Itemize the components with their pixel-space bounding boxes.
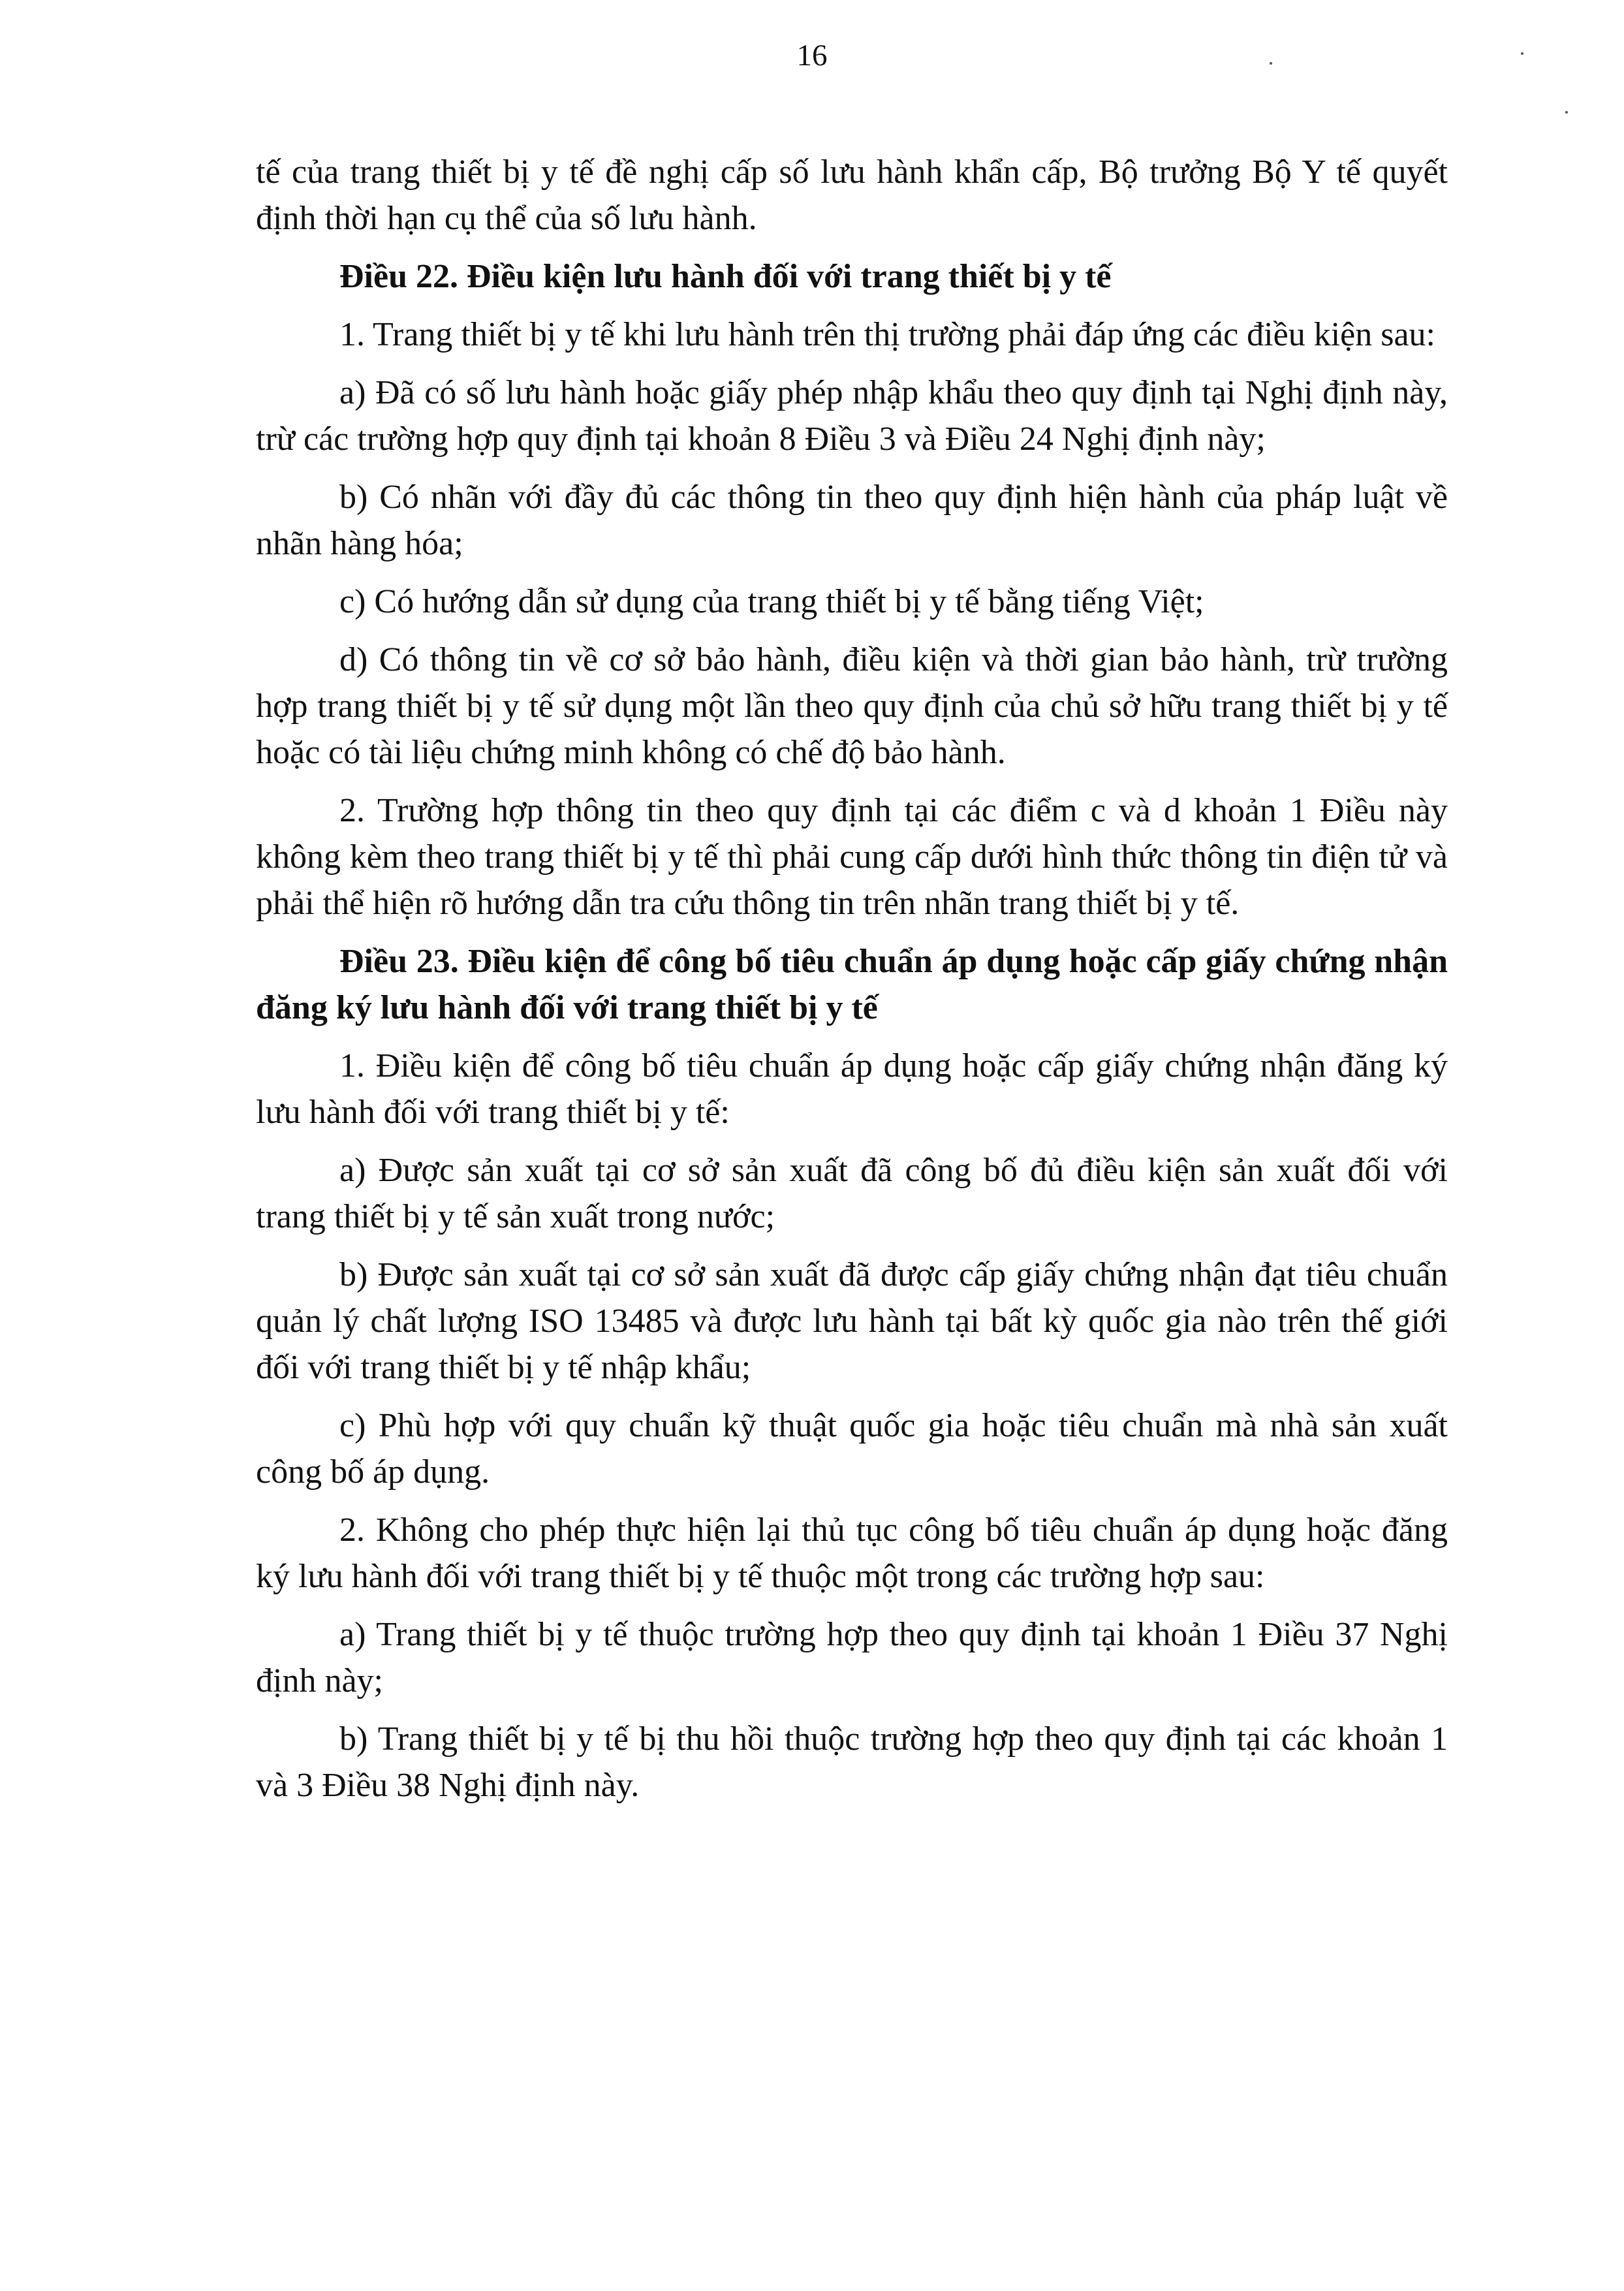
article-23-heading: Điều 23. Điều kiện để công bố tiêu chuẩn áp dụng hoặc cấp giấy chứng nhận đăng ký lưu hành đối với trang thiết bị y tế — [256, 943, 1448, 1026]
scan-speck — [1521, 52, 1523, 55]
article-23-clause-2-point-b: b) Trang thiết bị y tế bị thu hồi thuộc trường hợp theo quy định tại các khoản 1 và 3 Điều 38 Nghị định này. — [256, 1720, 1448, 1804]
document-body — [256, 149, 1448, 1820]
paragraph-continuation: tế của trang thiết bị y tế đề nghị cấp số lưu hành khẩn cấp, Bộ trưởng Bộ Y tế quyết định thời hạn cụ thể của số lưu hành. — [256, 153, 1448, 237]
article-22-clause-1: 1. Trang thiết bị y tế khi lưu hành trên thị trường phải đáp ứng các điều kiện sau: — [339, 316, 1435, 353]
article-23-clause-2-point-a: a) Trang thiết bị y tế thuộc trường hợp theo quy định tại khoản 1 Điều 37 Nghị định này; — [256, 1616, 1448, 1699]
article-22-heading: Điều 22. Điều kiện lưu hành đối với trang thiết bị y tế — [339, 258, 1112, 295]
article-22-point-a: a) Đã có số lưu hành hoặc giấy phép nhập khẩu theo quy định tại Nghị định này, trừ các trường hợp quy định tại khoản 8 Điều 3 và Điều 24 Nghị định này; — [256, 374, 1448, 458]
article-22-point-b: b) Có nhãn với đầy đủ các thông tin theo quy định hiện hành của pháp luật về nhãn hàng hóa; — [256, 479, 1448, 562]
article-22-point-d: d) Có thông tin về cơ sở bảo hành, điều kiện và thời gian bảo hành, trừ trường hợp trang thiết bị y tế sử dụng một lần theo quy định của chủ sở hữu trang thiết bị y tế hoặc có tài liệu chứng minh không có chế độ bảo hành. — [256, 641, 1448, 771]
article-22-clause-2: 2. Trường hợp thông tin theo quy định tại các điểm c và d khoản 1 Điều này không kèm theo trang thiết bị y tế thì phải cung cấp dưới hình thức thông tin điện tử và phải thể hiện rõ hướng dẫn tra cứu thông tin trên nhãn trang thiết bị y tế. — [256, 792, 1448, 922]
article-23-point-b: b) Được sản xuất tại cơ sở sản xuất đã được cấp giấy chứng nhận đạt tiêu chuẩn quản lý chất lượng ISO 13485 và được lưu hành tại bất kỳ quốc gia nào trên thế giới đối với trang thiết bị y tế nhập khẩu; — [256, 1256, 1448, 1386]
article-23-clause-1: 1. Điều kiện để công bố tiêu chuẩn áp dụng hoặc cấp giấy chứng nhận đăng ký lưu hành đối với trang thiết bị y tế: — [256, 1047, 1448, 1131]
article-23-point-a: a) Được sản xuất tại cơ sở sản xuất đã công bố đủ điều kiện sản xuất đối với trang thiết bị y tế sản xuất trong nước; — [256, 1152, 1448, 1235]
article-23-clause-2: 2. Không cho phép thực hiện lại thủ tục công bố tiêu chuẩn áp dụng hoặc đăng ký lưu hành đối với trang thiết bị y tế thuộc một trong các trường hợp sau: — [256, 1511, 1448, 1595]
page-number: 16 — [796, 39, 828, 72]
scan-speck — [1270, 62, 1272, 65]
article-23-point-c: c) Phù hợp với quy chuẩn kỹ thuật quốc gia hoặc tiêu chuẩn mà nhà sản xuất công bố áp dụng. — [256, 1407, 1448, 1491]
article-22-point-c: c) Có hướng dẫn sử dụng của trang thiết bị y tế bằng tiếng Việt; — [339, 583, 1204, 620]
scan-speck — [1565, 111, 1568, 114]
